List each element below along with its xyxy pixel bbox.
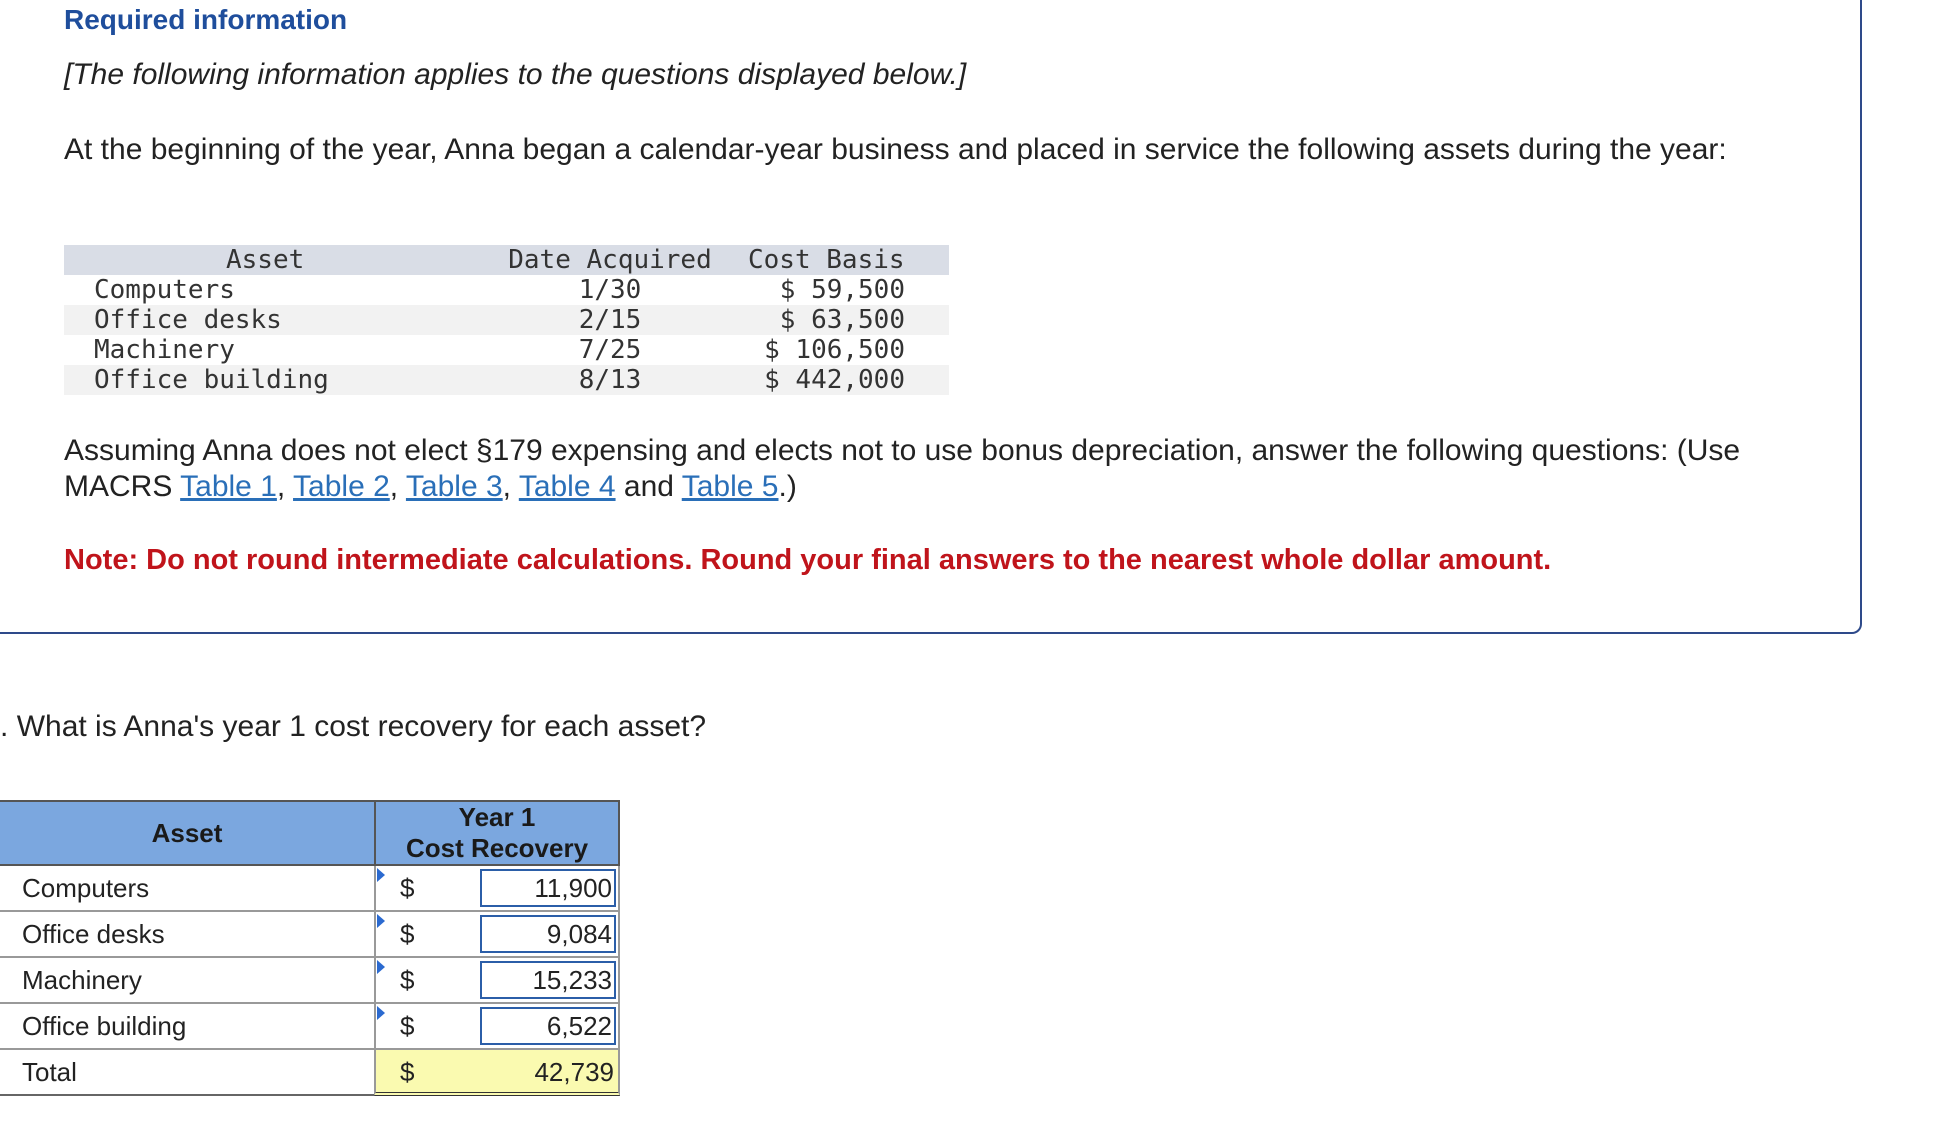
answer-asset-name: Office building [0,1004,376,1050]
answer-asset-name: Computers [0,866,376,912]
currency-symbol: $ [400,965,415,995]
answer-asset-name: Office desks [0,912,376,958]
answer-header-year1 [374,800,620,866]
cost-recovery-input-office-building[interactable]: 6,522 [480,1007,616,1045]
separator: , [389,470,406,503]
asset-info-header-row [64,245,949,275]
asset-info-row [64,365,949,395]
header-cost-basis: Cost Basis [748,245,905,275]
info-applies-note: [The following information applies to the questions displayed below.] [64,58,967,91]
separator-and: and [615,470,682,503]
cost-recovery-total: 42,739 [534,1057,614,1087]
currency-symbol: $ [400,873,415,903]
answer-row-computers [0,866,620,912]
header-date-acquired: Date Acquired [508,245,712,275]
answer-value-cell [374,1004,620,1050]
asset-date: 2/15 [578,305,642,335]
link-table-2[interactable]: Table 2 [293,470,390,503]
answer-row-total [0,1050,620,1096]
link-table-4[interactable]: Table 4 [518,470,616,503]
question-number-fragment: . [0,710,9,743]
header-asset: Asset [226,245,305,275]
link-table-3[interactable]: Table 3 [405,470,503,503]
assumption-text: Assuming Anna does not elect §179 expensing and elects not to use bonus depreciation, answer the following questions: (Use MACRS [64,434,1741,503]
asset-name: Computers [94,275,235,305]
answer-value-cell [374,866,620,912]
cost-recovery-input-office-desks[interactable]: 9,084 [480,915,616,953]
link-table-5[interactable]: Table 5 [681,470,779,503]
input-marker-icon [377,914,385,928]
answer-row-machinery [0,958,620,1004]
question-body: What is Anna's year 1 cost recovery for each asset? [16,710,707,743]
asset-date: 7/25 [578,335,642,365]
input-marker-icon [377,960,385,974]
currency-symbol: $ [400,1057,415,1087]
separator: , [276,470,294,503]
question-text [0,710,706,744]
currency-symbol: $ [400,919,415,949]
asset-cost: $ 59,500 [779,275,905,305]
asset-cost: $ 63,500 [779,305,905,335]
input-marker-icon [377,1006,385,1020]
answer-header-year1-line2: Cost Recovery [405,833,589,863]
intro-paragraph: At the beginning of the year, Anna began a calendar-year business and placed in service the following assets during the year: [64,133,1727,166]
currency-symbol: $ [400,1011,415,1041]
cost-recovery-input-machinery[interactable]: 15,233 [480,961,616,999]
asset-name: Office building [94,365,329,395]
answer-table-header [0,800,620,868]
asset-name: Machinery [94,335,235,365]
link-table-1[interactable]: Table 1 [180,470,277,503]
answer-header-asset: Asset [0,800,376,866]
answer-total-label: Total [0,1050,376,1096]
asset-info-table [64,245,949,395]
asset-name: Office desks [94,305,282,335]
answer-total-cell [374,1050,620,1096]
rounding-note: Note: Do not round intermediate calculations. Round your final answers to the nearest whole dollar amount. [64,544,1552,576]
input-marker-icon [377,868,385,882]
assumption-end: .) [778,470,797,503]
answer-value-cell [374,958,620,1004]
answer-asset-name: Machinery [0,958,376,1004]
asset-cost: $ 106,500 [764,335,905,365]
answer-row-office-desks [0,912,620,958]
asset-info-row [64,275,949,305]
answer-row-office-building [0,1004,620,1050]
asset-info-row [64,305,949,335]
answer-value-cell [374,912,620,958]
assumption-paragraph [64,433,1824,505]
separator: , [502,470,519,503]
required-info-title: Required information [64,4,348,35]
asset-info-row [64,335,949,365]
cost-recovery-input-computers[interactable]: 11,900 [480,869,616,907]
asset-date: 1/30 [578,275,642,305]
asset-date: 8/13 [578,365,642,395]
answer-header-year1-line1: Year 1 [458,802,536,832]
asset-cost: $ 442,000 [764,365,905,395]
